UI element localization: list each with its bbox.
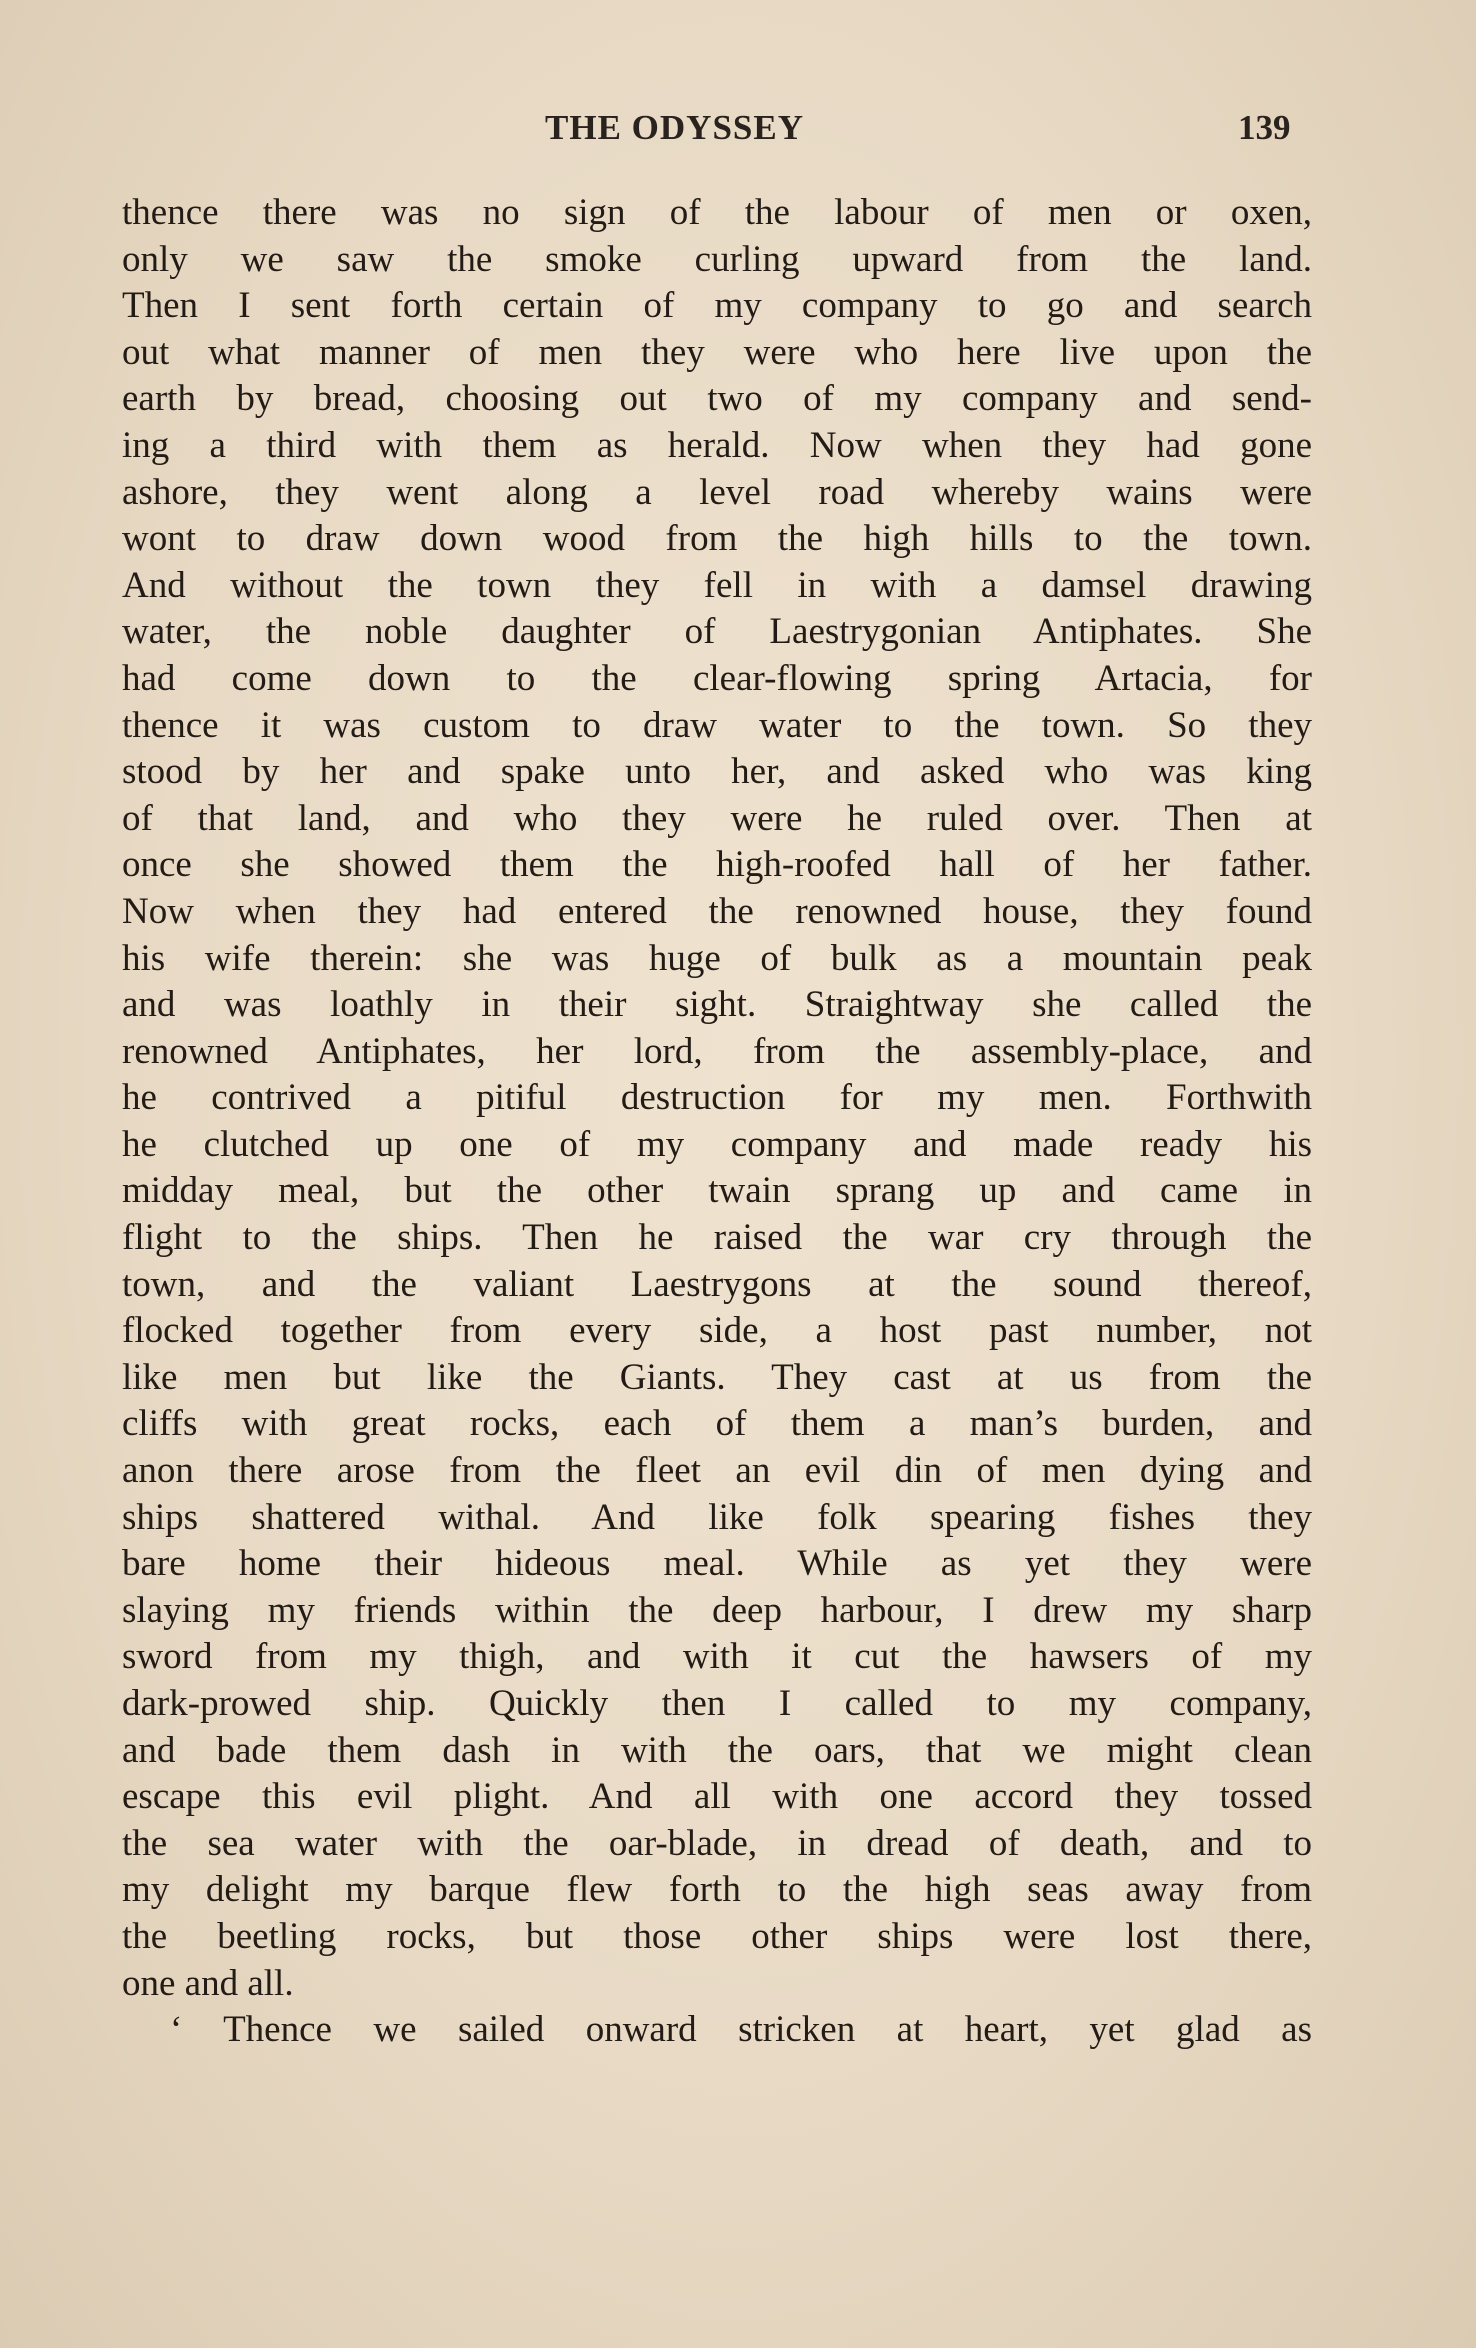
text-line: the sea water with the oar-blade, in dread of death, and to [122,1822,1312,1864]
body-text [122,190,1312,2054]
text-line: ashore, they went along a level road whereby wains were [122,471,1312,513]
text-line: water, the noble daughter of Laestrygonian Antiphates. She [122,611,1312,653]
text-line: thence there was no sign of the labour of men or oxen, [122,192,1312,233]
text-line: of that land, and who they were he ruled over. Then at [122,797,1312,839]
text-line: once she showed them the high-roofed hall of her father. [122,844,1312,886]
text-line: flight to the ships. Then he raised the war cry through the [122,1217,1312,1259]
text-line: my delight my barque flew forth to the high seas away from [122,1869,1312,1911]
text-line: midday meal, but the other twain sprang up and came in [122,1170,1312,1212]
page-number: 139 [1238,108,1291,147]
text-line: town, and the valiant Laestrygons at the sound thereof, [122,1263,1312,1305]
text-line: out what manner of men they were who here live upon the [122,331,1312,373]
text-line-paragraph-end: one and all. [122,1962,294,2004]
running-title: THE ODYSSEY [545,108,804,147]
text-line: Now when they had entered the renowned house, they found [122,890,1312,932]
text-line: and was loathly in their sight. Straightway she called the [122,984,1312,1026]
text-line: escape this evil plight. And all with one accord they tossed [122,1776,1312,1818]
text-line: renowned Antiphates, her lord, from the assembly-place, and [122,1030,1312,1072]
text-line: Then I sent forth certain of my company to go and search [122,285,1312,327]
text-line: had come down to the clear-flowing spring Artacia, for [122,657,1312,699]
text-line: slaying my friends within the deep harbour, I drew my sharp [122,1589,1312,1631]
text-line: flocked together from every side, a host past number, not [122,1310,1312,1352]
text-line: stood by her and spake unto her, and asked who was king [122,751,1312,793]
text-line: And without the town they fell in with a damsel drawing [122,564,1312,606]
text-line: ships shattered withal. And like folk spearing fishes they [122,1496,1312,1538]
text-line: earth by bread, choosing out two of my company and send- [122,378,1312,420]
running-head [0,108,1476,158]
text-line: wont to draw down wood from the high hills to the town. [122,518,1312,560]
text-line: ing a third with them as herald. Now when they had gone [122,424,1312,466]
text-line: dark-prowed ship. Quickly then I called to my company, [122,1683,1312,1724]
text-line: bare home their hideous meal. While as yet they were [122,1543,1312,1585]
text-line: he clutched up one of my company and made ready his [122,1123,1312,1165]
text-line: anon there arose from the fleet an evil din of men dying and [122,1450,1312,1492]
text-line: and bade them dash in with the oars, that we might clean [122,1729,1312,1771]
text-line: cliffs with great rocks, each of them a man’s burden, and [122,1403,1312,1445]
text-line-paragraph-start: ‘ Thence we sailed onward stricken at heart, yet glad as [170,2009,1312,2051]
text-line: thence it was custom to draw water to the town. So they [122,704,1312,746]
text-line: like men but like the Giants. They cast at us from the [122,1356,1312,1398]
text-line: his wife therein: she was huge of bulk as a mountain peak [122,937,1312,979]
text-line: sword from my thigh, and with it cut the hawsers of my [122,1636,1312,1678]
text-line: only we saw the smoke curling upward from the land. [122,238,1312,280]
text-line: he contrived a pitiful destruction for my men. Forthwith [122,1077,1312,1119]
text-line: the beetling rocks, but those other ships were lost there, [122,1915,1312,1957]
